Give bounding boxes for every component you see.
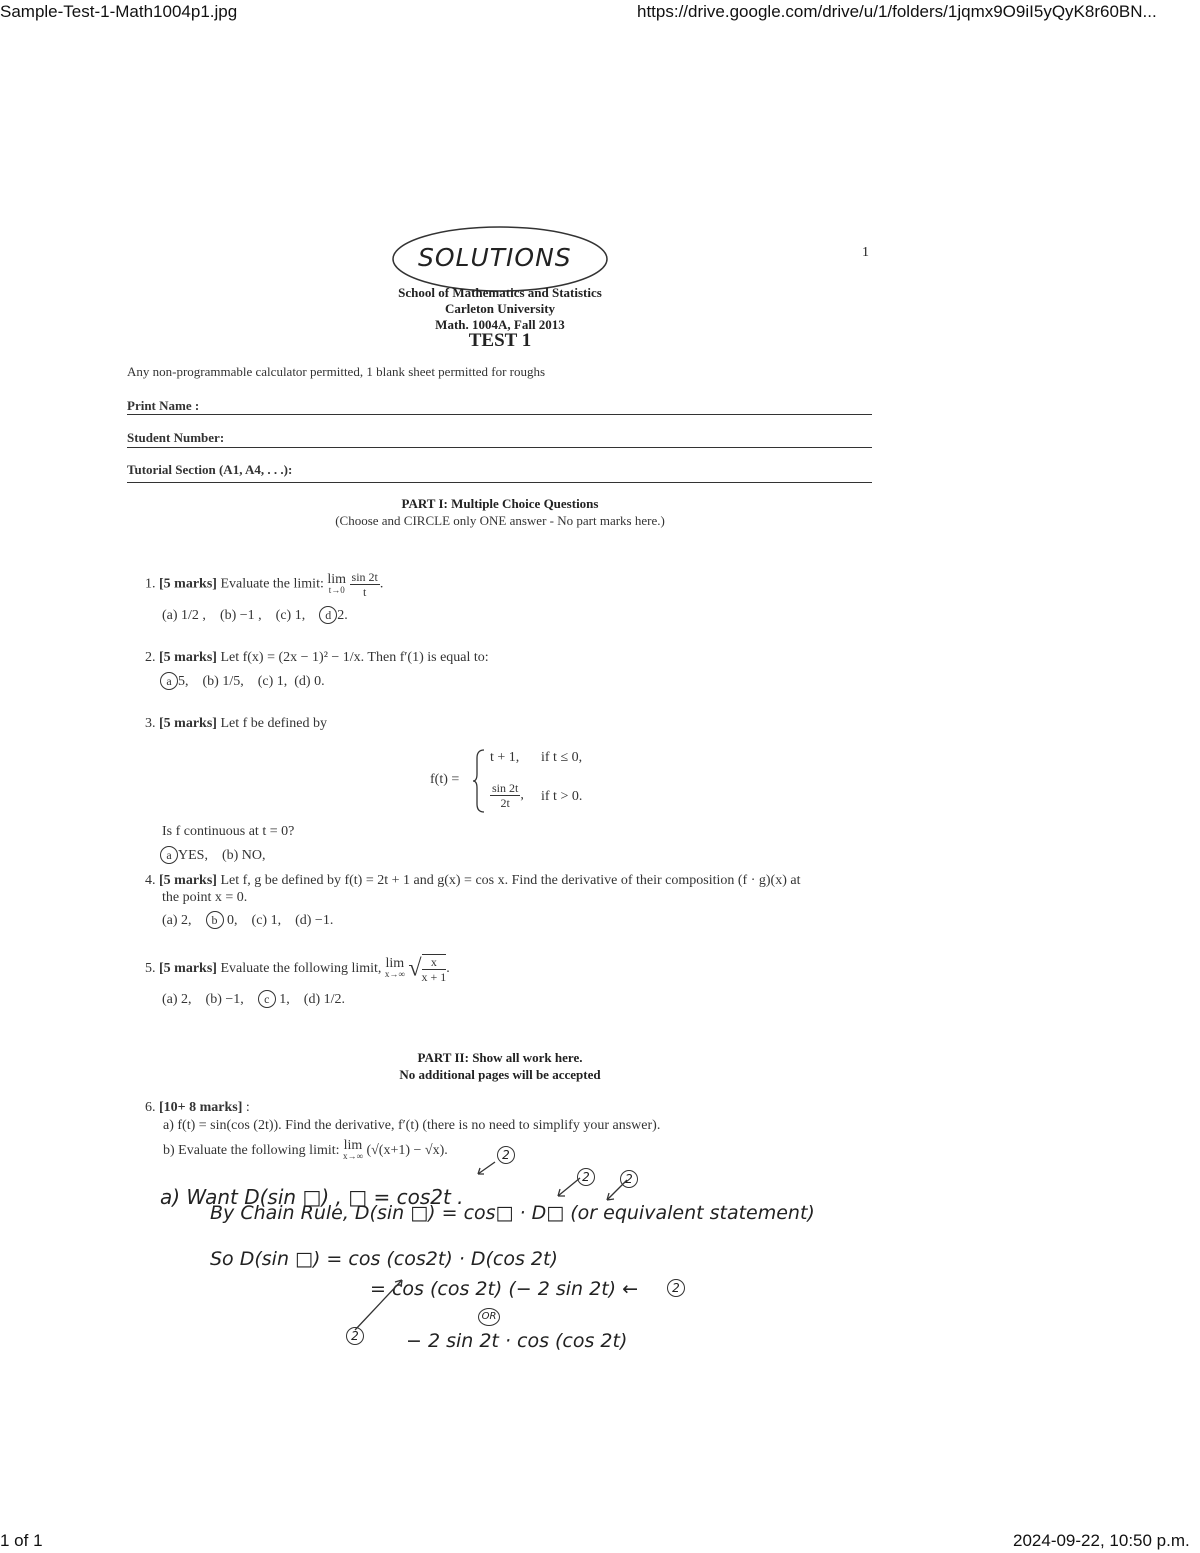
question-3: 3. [5 marks] Let f be defined by: [145, 716, 327, 731]
file-title: Sample-Test-1-Math1004p1.jpg: [0, 2, 238, 21]
page-count: 1 of 1: [0, 1531, 43, 1550]
name-line: [127, 414, 872, 415]
university-name: Carleton University: [444, 301, 556, 316]
mark-circle: 2: [577, 1168, 595, 1186]
case-1: t + 1,: [490, 750, 520, 765]
page-number: 1: [862, 245, 869, 260]
circled-answer: a: [160, 672, 178, 690]
mark-circle: 2: [667, 1279, 685, 1297]
handwritten-line-3: So D(sin □) = cos (cos2t) · D(cos 2t): [210, 1248, 558, 1270]
question-4-line-2: the point x = 0.: [162, 890, 248, 905]
question-1-options: (a) 1/2 , (b) −1 , (c) 1, d 2.: [162, 608, 348, 623]
case-2: $\frac{\sin 2t}{2t}$ ,: [492, 781, 524, 810]
page-url: https://drive.google.com/drive/u/1/folders/1jqmx9O9iI5yQyK8r60BN...: [637, 2, 1157, 21]
student-number-label: Student Number:: [127, 430, 225, 445]
question-4: 4. [5 marks] Let f, g be defined by f(t) = 2t + 1 and g(x) = cos x. Find the derivative of their composition (f · g)(x) at: [145, 873, 801, 888]
school-name: School of Mathematics and Statistics: [398, 285, 602, 300]
instructions: Any non-programmable calculator permitted, 1 blank sheet permitted for roughs: [127, 364, 546, 379]
function-lhs: f(t) =: [430, 772, 460, 787]
circled-answer: b: [206, 911, 224, 929]
test-title: TEST 1: [468, 330, 532, 351]
question-6: 6. [10+ 8 marks] :: [145, 1100, 250, 1115]
handwritten-line-5: − 2 sin 2t · cos (cos 2t): [406, 1330, 628, 1352]
case-1-condition: if t ≤ 0,: [541, 750, 583, 765]
question-3-options: a YES, (b) NO,: [160, 846, 266, 864]
name-label: Print Name :: [127, 398, 200, 413]
question-1: 1. [5 marks] Evaluate the limit: lim t→0 $\frac{\sin 2t}{t}$ .: [145, 570, 384, 599]
part1-title: PART I: Multiple Choice Questions: [401, 496, 599, 511]
question-6b: b) Evaluate the following limit: lim x→∞ (√(x+1) − √x).: [163, 1138, 448, 1161]
case-2-condition: if t > 0.: [541, 789, 583, 804]
handwritten-line-2: By Chain Rule, D(sin □) = cos□ · D□ (or equivalent statement): [210, 1202, 815, 1224]
print-timestamp: 2024-09-22, 10:50 p.m.: [1013, 1531, 1190, 1550]
mark-circle: 2: [497, 1146, 515, 1164]
circled-answer: c: [258, 990, 276, 1008]
tutorial-line: [127, 482, 872, 483]
brace: [472, 748, 486, 814]
mark-circle: 2: [346, 1327, 364, 1345]
circled-answer: d: [319, 606, 337, 624]
annotation-arrows: [330, 1150, 660, 1350]
circled-answer: a: [160, 846, 178, 864]
mark-circle: 2: [620, 1170, 638, 1188]
question-6a: a) f(t) = sin(cos (2t)). Find the derivative, f′(t) (there is no need to simplify your answer).: [163, 1118, 661, 1133]
handwritten-line-4: = cos (cos 2t) (− 2 sin 2t) ←: [370, 1278, 639, 1300]
tutorial-label: Tutorial Section (A1, A4, . . .):: [127, 462, 293, 477]
question-2: 2. [5 marks] Let f(x) = (2x − 1)² − 1/x. Then f′(1) is equal to:: [145, 650, 489, 665]
part2-title: PART II: Show all work here.: [417, 1050, 583, 1065]
question-4-options: (a) 2, b 0, (c) 1, (d) −1.: [162, 913, 334, 928]
handwritten-line-1: a) Want D(sin □) , □ = cos2t .: [160, 1185, 464, 1209]
part1-subtitle: (Choose and CIRCLE only ONE answer - No part marks here.): [335, 513, 665, 528]
part2-subtitle: No additional pages will be accepted: [399, 1067, 601, 1082]
handwritten-or: OR: [478, 1308, 500, 1326]
question-3-prompt: Is f continuous at t = 0?: [162, 824, 295, 839]
question-5-options: (a) 2, (b) −1, c 1, (d) 1/2.: [162, 992, 345, 1007]
student-number-line: [127, 447, 872, 448]
question-5: 5. [5 marks] Evaluate the following limit, lim x→∞ √ $\frac{x}{x + 1}$ .: [145, 955, 450, 984]
question-2-options: a 5, (b) 1/5, (c) 1, (d) 0.: [160, 672, 325, 690]
course-name: Math. 1004A, Fall 2013: [435, 317, 565, 332]
stamp-text: SOLUTIONS: [418, 243, 572, 272]
